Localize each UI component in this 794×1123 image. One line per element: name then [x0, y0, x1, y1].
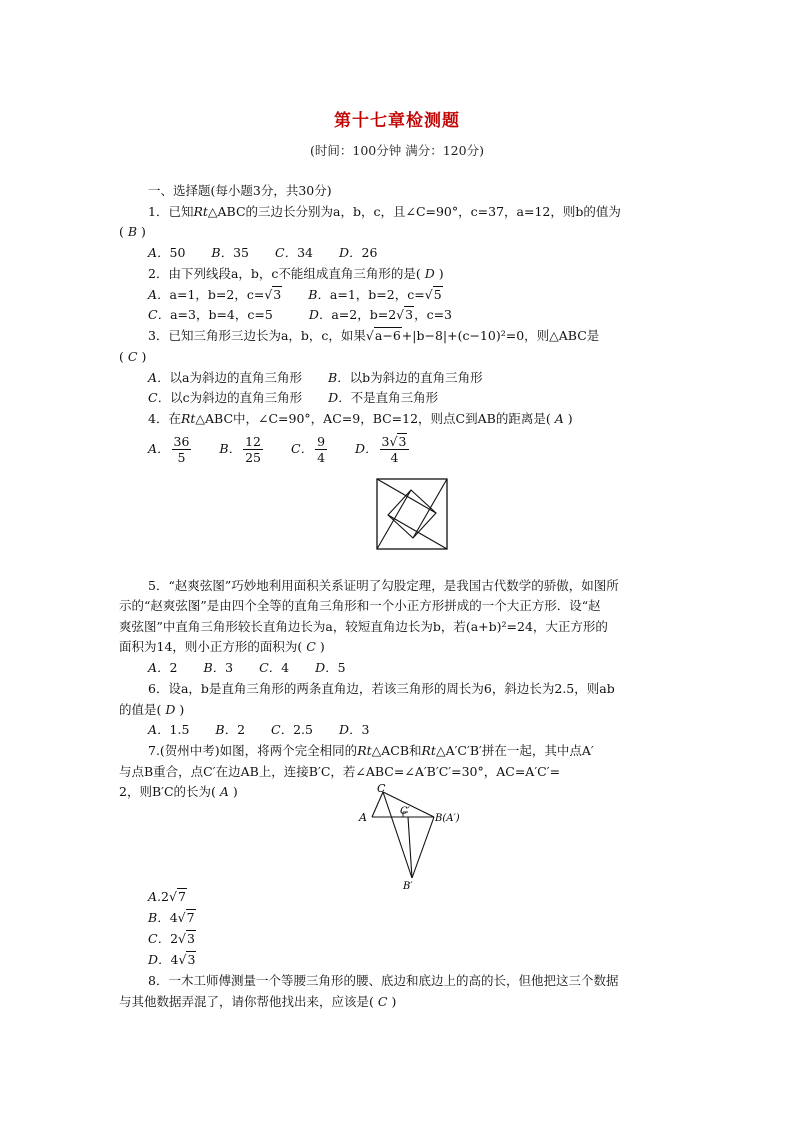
q8-line2: 与其他数据弄混了，请你帮他找出来，应该是( C )	[119, 994, 397, 1009]
q5-answer-letter: C	[306, 639, 316, 654]
q6-line1: 6．设a，b是直角三角形的两条直角边，若该三角形的周长为6，斜边长为2.5，则ab	[148, 681, 615, 696]
q7-option-a: A.2√7	[148, 889, 186, 904]
triangle-edge-2	[413, 479, 447, 538]
q6-answer-letter: D	[165, 702, 176, 717]
outer-square	[377, 479, 447, 549]
q3-options-cd: C．以c为斜边的直角三角形 D．不是直角三角形	[148, 390, 439, 405]
q4-stem: 4．在Rt△ABC中，∠C=90°，AC=9，BC=12，则点C到AB的距离是( A )	[148, 411, 573, 426]
q7-answer-letter: A	[219, 784, 229, 799]
q5-options: A．2 B．3 C．4 D．5	[148, 660, 346, 675]
page-title: 第十七章检测题	[334, 111, 460, 131]
q7-option-b: B．4√7	[148, 910, 195, 925]
label-b-prime: B′	[403, 881, 413, 892]
triangle-edge-3	[388, 515, 447, 549]
q7-option-d: D．4√3	[148, 952, 196, 967]
q3-stem: 3．已知三角形三边长为a，b，c，如果√a−6+|b−8|+(c−10)²=0，则△ABC是	[148, 328, 600, 343]
q3-answer: ( C )	[119, 349, 147, 364]
label-a: A	[359, 811, 367, 824]
q7-line1: 7.(贺州中考)如图，将两个完全相同的Rt△ACB和Rt△A′C′B′拼在一起，其中点A′	[148, 743, 594, 758]
q2-answer-letter: D	[424, 266, 435, 281]
zhao-shuang-diagram	[376, 478, 448, 550]
q5-line2: 示的“赵爽弦图”是由四个全等的直角三角形和一个小正方形拼成的一个大正方形．设“赵	[119, 598, 601, 613]
q4-options: A． $\frac{36}{5}$ B． $\frac{12}{25}$ C． $\frac{9}{4}$ D． $\frac{3√3}{4}$	[148, 434, 411, 465]
q3-answer-letter: C	[127, 349, 138, 364]
triangle-edge-4	[377, 490, 411, 549]
page-subtitle: (时间：100分钟 满分：120分)	[310, 143, 484, 158]
q2-options-ab: A．a=1，b=2，c=√3 B．a=1，b=2，c=√5	[148, 287, 442, 302]
q1-answer-letter: B	[127, 224, 138, 239]
label-c: C	[377, 782, 386, 795]
q7-triangle-diagram	[352, 778, 468, 894]
q4-answer-letter: A	[554, 411, 564, 426]
q8-answer-letter: C	[377, 994, 388, 1009]
q7-line3: 2，则B′C的长为( A )	[119, 784, 238, 799]
inner-square	[388, 490, 436, 538]
q2-options-cd: C．a=3，b=4，c=5 D．a=2，b=2√3，c=3	[148, 307, 453, 322]
q6-line2: 的值是( D )	[119, 702, 185, 717]
q8-line1: 8．一木工师傅测量一个等腰三角形的腰、底边和底边上的高的长，但他把这三个数据	[148, 973, 619, 988]
q1-answer: ( B )	[119, 224, 146, 239]
q5-line4: 面积为14，则小正方形的面积为( C )	[119, 639, 325, 654]
q1-options: A．50 B．35 C．34 D．26	[148, 245, 378, 260]
q1-stem: 1．已知Rt△ABC的三边长分别为a，b，c，且∠C=90°，c=37，a=12，则b的值为	[148, 204, 621, 219]
section-heading: 一、选择题(每小题3分，共30分)	[148, 183, 332, 198]
q2-stem: 2．由下列线段a，b，c不能组成直角三角形的是( D )	[148, 266, 444, 281]
q7-line2: 与点B重合，点C′在边AB上，连接B′C，若∠ABC=∠A′B′C′=30°，AC=A′C′=	[119, 764, 561, 779]
q6-options: A．1.5 B．2 C．2.5 D．3	[148, 722, 370, 737]
q5-line3: 爽弦图”中直角三角形较长直角边长为a，较短直角边长为b，若(a+b)²=24，大正方形的	[119, 619, 608, 634]
label-b-aprime: B(A′)	[435, 813, 460, 824]
q5-line1: 5．“赵爽弦图”巧妙地利用面积关系证明了勾股定理，是我国古代数学的骄傲，如图所	[148, 578, 619, 593]
q3-options-ab: A．以a为斜边的直角三角形 B．以b为斜边的直角三角形	[148, 370, 483, 385]
label-c-prime: C′	[400, 806, 410, 817]
triangle-edge-1	[377, 479, 436, 513]
q7-option-c: C．2√3	[148, 931, 195, 946]
